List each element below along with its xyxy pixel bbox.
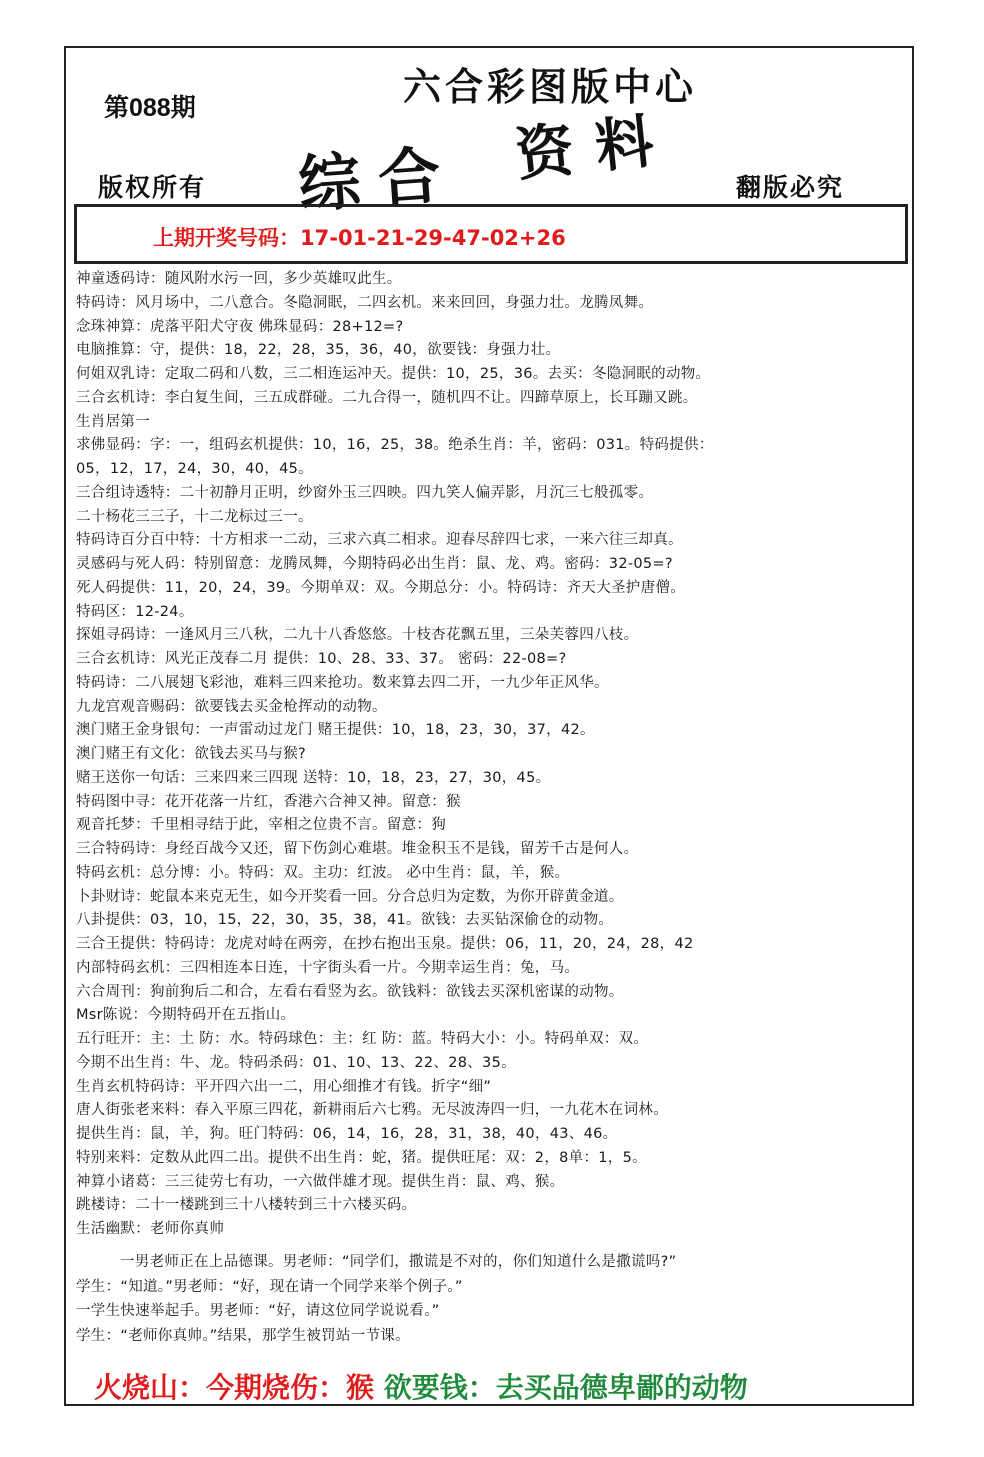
content-line: 赌王送你一句话：三来四来三四现 送特：10，18，23，27，30，45。: [76, 769, 551, 786]
issue-number: 第088期: [104, 94, 196, 122]
content-lines: [76, 268, 910, 1242]
content-line: 内部特码玄机：三四相连本日连，十字街头看一片。今期幸运生肖：兔，马。: [76, 959, 580, 976]
content-line: 特码诗百分百中特：十方相求一二动，三求六真二相求。迎春尽辞四七求，一来六往三却真。: [76, 532, 683, 549]
content-line: 今期不出生肖：牛、龙。特码杀码：01、10、13、22、28、35。: [76, 1054, 516, 1071]
content-line: 何姐双乳诗：定取二码和八数，三二相连运冲天。提供：10，25，36。去买：冬隐洞眠的动物。: [76, 366, 711, 382]
content-line: 三合玄机诗：风光正茂春二月 提供：10、28、33、37。 密码：22-08=?: [76, 651, 567, 667]
last-result-text: 上期开奖号码：17-01-21-29-47-02+26: [153, 226, 566, 250]
content-line: 神算小诸葛：三三徒劳七有功，一六做伴雄才现。提供生肖：鼠、鸡、猴。: [76, 1173, 565, 1190]
joke-section: [76, 1250, 910, 1348]
copyright-right: 翻版必究: [736, 173, 845, 202]
content-line: 特码图中寻：花开花落一片红，香港六合神又神。留意：猴: [76, 793, 461, 810]
content-line: 三合特码诗：身经百战今又还，留下伤剑心难堪。堆金积玉不是钱，留芳千古是何人。: [76, 841, 639, 857]
content-line: 生肖玄机特码诗：平开四六出一二，用心细推才有钱。折字“细”: [76, 1078, 492, 1095]
content-line: 观音托梦：千里相寻结于此，宰相之位贵不言。留意：狗: [76, 817, 446, 834]
content-line: 电脑推算：守，提供：18，22，28，35，36，40，欲要钱：身强力壮。: [76, 342, 561, 359]
content-line: 神童透码诗：随风附水污一回，多少英雄叹此生。: [76, 271, 402, 287]
joke-line: 学生：“知道。”男老师：“好，现在请一个同学来举个例子。”: [76, 1278, 463, 1295]
content-line: 澳门赌王有文化：欲钱去买马与猴?: [76, 746, 306, 762]
content-line: 九龙宫观音赐码：欲要钱去买金枪挥动的动物。: [76, 698, 387, 715]
main-title-zonghe: 综合: [295, 137, 461, 222]
content-line: 八卦提供：03，10，15，22，30，35，38，41。欲钱：去买钻深偷仓的动物。: [76, 912, 614, 929]
content-line: 唐人街张老来料：春入平原三四花，新耕雨后六七鸦。无尽波涛四一归，一九花木在词林。: [76, 1102, 668, 1119]
copyright-left: 版权所有: [98, 173, 207, 202]
content-line: 念珠神算：虎落平阳犬守夜 佛珠显码：28+12=?: [76, 318, 404, 335]
joke-line: 一男老师正在上品德课。男老师：“同学们，撒谎是不对的，你们知道什么是撒谎吗?”: [120, 1254, 677, 1270]
content-line: Msr陈说：今期特码开在五指山。: [76, 1007, 296, 1024]
content-line: 求佛显码：字：一，组码玄机提供：10，16，25，38。绝杀生肖：羊，密码：031。特码提供：: [76, 437, 714, 454]
last-result-box: [74, 204, 908, 264]
content-line: 生肖居第一: [76, 413, 150, 430]
content-line: 六合周刊：狗前狗后二和合，左看右看竖为玄。欲钱料：欲钱去买深机密谋的动物。: [76, 983, 624, 1000]
content-line: 跳楼诗：二十一楼跳到三十八楼转到三十六楼买码。: [76, 1197, 417, 1214]
content-line: 提供生肖：鼠，羊，狗。旺门特码：06，14，16，28，31，38，40，43、46。: [76, 1126, 618, 1142]
footer-red-text: 火烧山：今期烧伤：猴: [94, 1371, 375, 1404]
content-line: 死人码提供：11，20，24，39。今期单双：双。今期总分：小。特码诗：齐天大圣护唐僧。: [76, 579, 685, 596]
content-line: 05，12，17，24，30，40，45。: [76, 461, 313, 477]
content-line: 三合组诗透特：二十初静月正明，纱窗外玉三四映。四九笑人偏弄影，月沉三七般孤零。: [76, 484, 654, 501]
content-line: 卜卦财诗：蛇鼠本来克无生，如今开奖看一回。分合总归为定数，为你开辟黄金道。: [76, 888, 624, 905]
content-line: 特码玄机：总分博：小。特码：双。主功：红波。 必中生肖：鼠，羊，猴。: [76, 864, 570, 881]
content-line: 特码诗：风月场中，二八意合。冬隐洞眠，二四玄机。来来回回，身强力壮。龙腾凤舞。: [76, 294, 654, 311]
footer-banner: [94, 1366, 748, 1406]
content-line: 特别来料：定数从此四二出。提供不出生肖：蛇，猪。提供旺尾：双：2，8单：1，5。: [76, 1149, 647, 1166]
content-line: 五行旺开：主：土 防：水。特码球色：主：红 防：蓝。特码大小：小。特码单双：双。: [76, 1031, 649, 1047]
joke-line: 学生：“老师你真帅。”结果，那学生被罚站一节课。: [76, 1327, 410, 1344]
center-title: 六合彩图版中心: [402, 64, 697, 109]
content-line: 灵感码与死人码：特别留意：龙腾凤舞，今期特码必出生肖：鼠、龙、鸡。密码：32-05=?: [76, 556, 673, 572]
joke-line: 一学生快速举起手。男老师：“好，请这位同学说说看。”: [76, 1303, 440, 1319]
content-line: 探姐寻码诗：一逢风月三八秋，二九十八香悠悠。十枝杏花飘五里，三朵芙蓉四八枝。: [76, 627, 639, 644]
content-line: 澳门赌王金身银句：一声雷动过龙门 赌王提供：10，18，23，30，37，42。: [76, 722, 595, 739]
main-title-ziliao: 资料: [512, 104, 679, 190]
content-line: 三合王提供：特码诗：龙虎对峙在两旁，在抄右抱出玉泉。提供：06，11，20，24，28，42: [76, 936, 694, 952]
footer-green-text: 欲要钱：去买品德卑鄙的动物: [383, 1371, 748, 1404]
content-line: 三合玄机诗：李白复生间，三五成群碰。二九合得一，随机四不让。四蹄草原上，长耳蹦又跳。: [76, 389, 698, 406]
content-line: 生活幽默：老师你真帅: [76, 1221, 224, 1237]
content-line: 二十杨花三三子，十二龙标过三一。: [76, 508, 313, 525]
content-line: 特码区：12-24。: [76, 603, 194, 620]
content-line: 特码诗：二八展翅飞彩池，难料三四来抢功。数来算去四二开，一九少年正风华。: [76, 674, 609, 691]
